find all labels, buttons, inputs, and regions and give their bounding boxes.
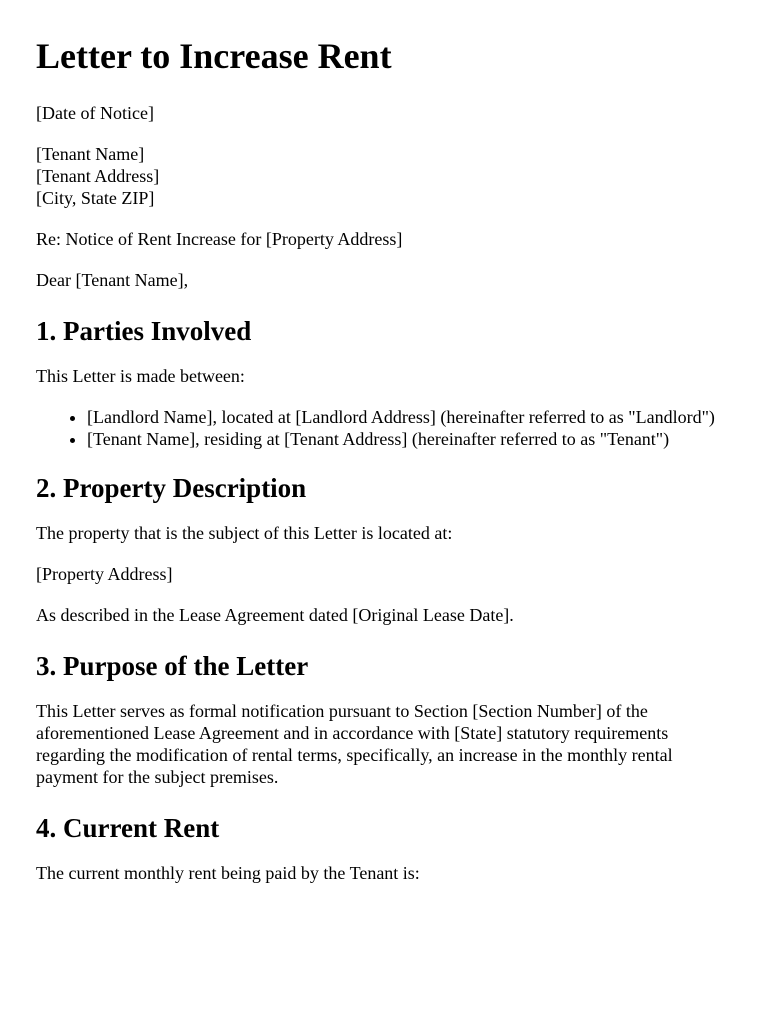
section-heading-parties: 1. Parties Involved [36,316,252,346]
re-line: Re: Notice of Rent Increase for [Property Address] [36,229,403,249]
recipient-name: [Tenant Name] [36,144,145,164]
parties-list [36,406,734,450]
property-intro: The property that is the subject of this Letter is located at: [36,523,453,543]
current-rent-paragraph: The current monthly rent being paid by the Tenant is: [36,863,420,883]
notice-date: [Date of Notice] [36,103,154,123]
property-address: [Property Address] [36,564,173,584]
parties-intro: This Letter is made between: [36,366,245,386]
salutation: Dear [Tenant Name], [36,270,189,290]
recipient-address: [Tenant Address] [36,166,160,186]
purpose-paragraph: This Letter serves as formal notification pursuant to Section [Section Number] of the aforementioned Lease Agreement and in accordance with [State] statutory requirements regarding the modification of rental terms, specifically, an increase in the monthly rental payment for the subject premises. [36,701,673,787]
section-heading-property: 2. Property Description [36,473,307,503]
section-heading-purpose: 3. Purpose of the Letter [36,651,309,681]
property-lease-reference: As described in the Lease Agreement dated [Original Lease Date]. [36,605,514,625]
list-item-tenant: • [Tenant Name], residing at [Tenant Address] (hereinafter referred to as "Tenant") [87,428,734,450]
list-item-landlord: • [Landlord Name], located at [Landlord Address] (hereinafter referred to as "Landlord") [87,406,734,428]
recipient-address-block [36,143,734,209]
recipient-city-state-zip: [City, State ZIP] [36,188,155,208]
document-title: Letter to Increase Rent [36,36,392,76]
section-heading-current-rent: 4. Current Rent [36,813,220,843]
